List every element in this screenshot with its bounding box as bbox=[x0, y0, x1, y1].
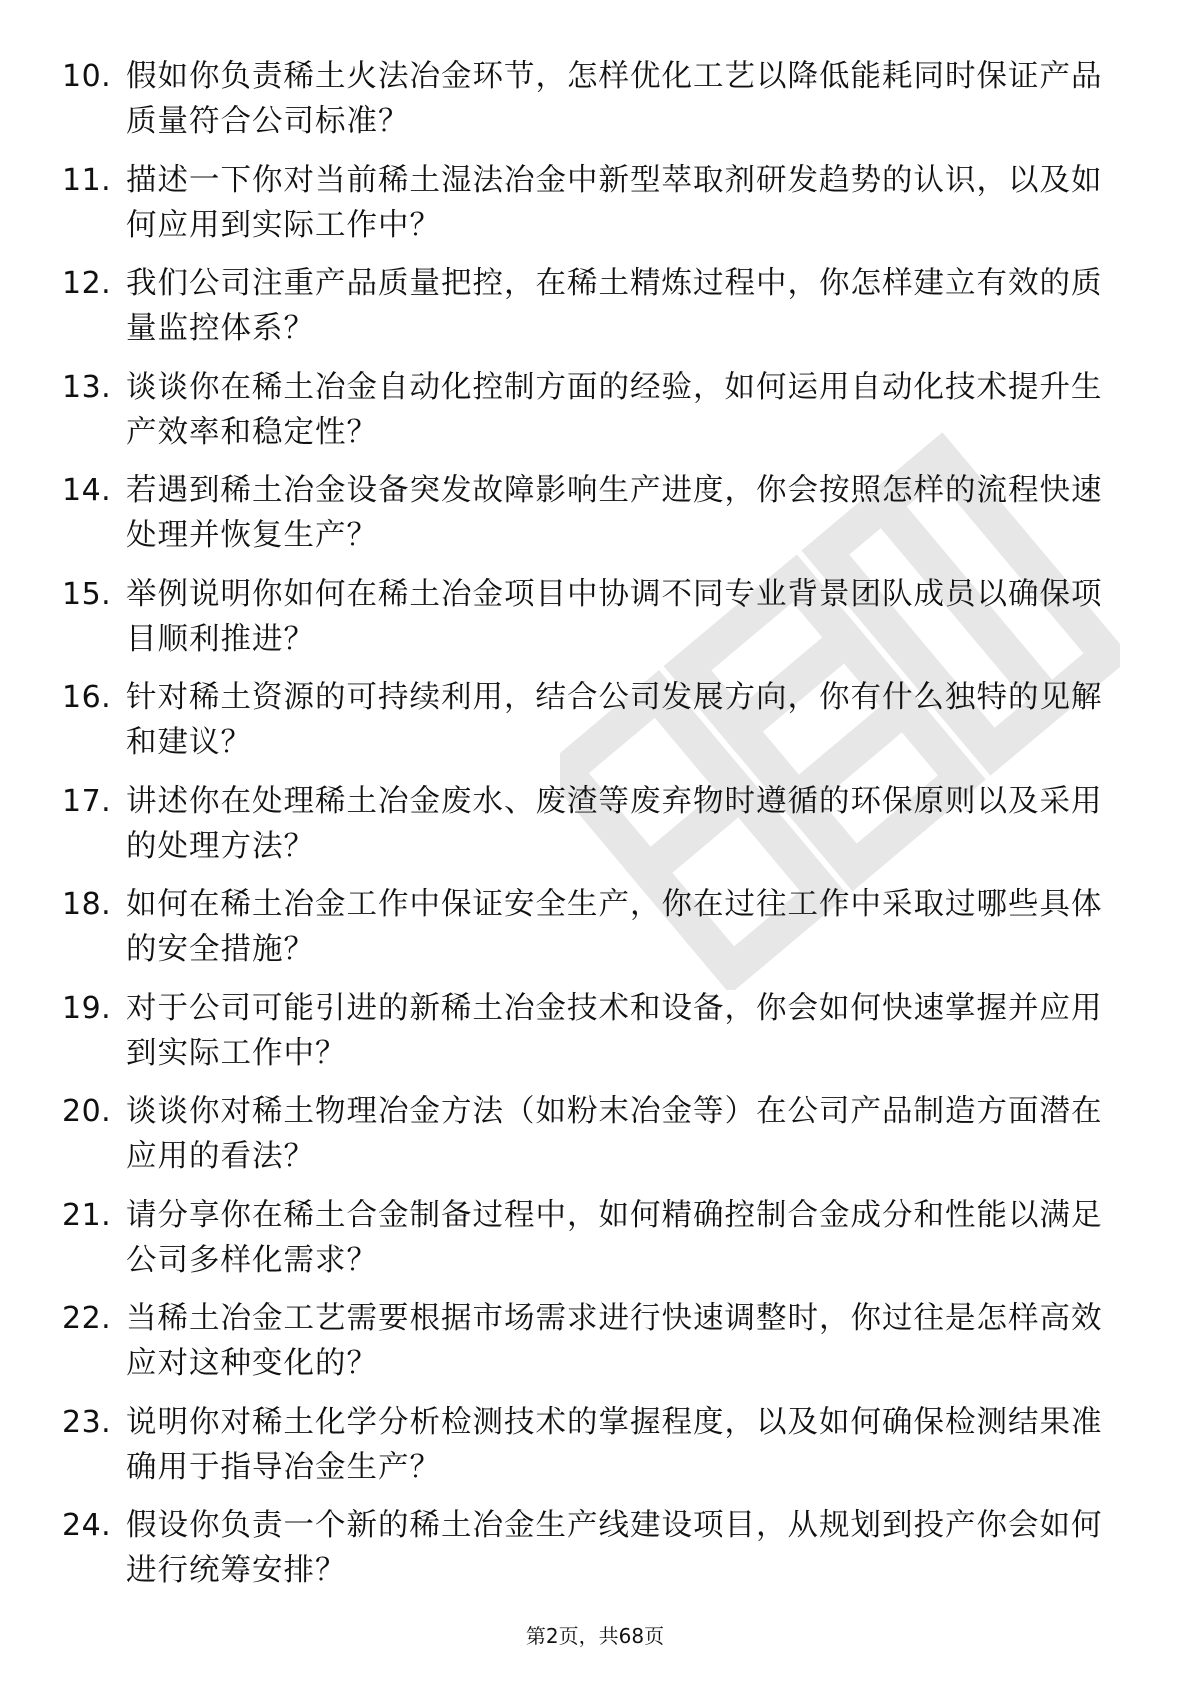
question-text: 如何在稀土冶金工作中保证安全生产，你在过往工作中采取过哪些具体的安全措施？ bbox=[126, 887, 1103, 967]
question-number: 23. bbox=[62, 1404, 112, 1440]
question-text: 假如你负责稀土火法冶金环节，怎样优化工艺以降低能耗同时保证产品质量符合公司标准？ bbox=[126, 59, 1103, 139]
question-text: 说明你对稀土化学分析检测技术的掌握程度，以及如何确保检测结果准确用于指导冶金生产？ bbox=[126, 1404, 1103, 1485]
question-item bbox=[62, 986, 1112, 1090]
question-item bbox=[62, 1400, 1112, 1504]
question-number: 12. bbox=[62, 266, 112, 301]
question-text: 谈谈你在稀土冶金自动化控制方面的经验，如何运用自动化技术提升生产效率和稳定性？ bbox=[126, 369, 1103, 450]
question-text: 若遇到稀土冶金设备突发故障影响生产进度，你会按照怎样的流程快速处理并恢复生产？ bbox=[126, 473, 1103, 553]
question-text: 请分享你在稀土合金制备过程中，如何精确控制合金成分和性能以满足公司多样化需求？ bbox=[126, 1197, 1103, 1278]
question-number: 13. bbox=[62, 369, 112, 405]
question-item bbox=[62, 365, 1112, 469]
question-number: 24. bbox=[62, 1508, 112, 1543]
question-number: 19. bbox=[62, 990, 112, 1026]
question-item bbox=[62, 572, 1112, 676]
question-number: 21. bbox=[62, 1197, 112, 1233]
question-item bbox=[62, 261, 1112, 365]
question-number: 18. bbox=[62, 887, 112, 922]
question-text: 我们公司注重产品质量把控，在稀土精炼过程中，你怎样建立有效的质量监控体系？ bbox=[126, 266, 1103, 346]
question-item bbox=[62, 882, 1112, 986]
page-indicator: 第2页，共68页 bbox=[525, 1624, 665, 1648]
page-footer bbox=[0, 1620, 1190, 1649]
question-number: 22. bbox=[62, 1301, 112, 1336]
question-item bbox=[62, 779, 1112, 883]
question-text: 描述一下你对当前稀土湿法冶金中新型萃取剂研发趋势的认识，以及如何应用到实际工作中？ bbox=[126, 162, 1103, 243]
question-text: 对于公司可能引进的新稀土冶金技术和设备，你会如何快速掌握并应用到实际工作中？ bbox=[126, 990, 1103, 1071]
question-text: 举例说明你如何在稀土冶金项目中协调不同专业背景团队成员以确保项目顺利推进？ bbox=[126, 576, 1103, 657]
question-item bbox=[62, 675, 1112, 779]
question-item bbox=[62, 54, 1112, 158]
question-number: 20. bbox=[62, 1094, 112, 1129]
question-number: 14. bbox=[62, 473, 112, 508]
question-number: 10. bbox=[62, 59, 112, 94]
question-number: 11. bbox=[62, 162, 112, 198]
question-text: 当稀土冶金工艺需要根据市场需求进行快速调整时，你过往是怎样高效应对这种变化的？ bbox=[126, 1301, 1103, 1381]
question-item bbox=[62, 1089, 1112, 1193]
question-item bbox=[62, 1193, 1112, 1297]
question-number: 16. bbox=[62, 680, 112, 715]
question-item bbox=[62, 1296, 1112, 1400]
question-text: 假设你负责一个新的稀土冶金生产线建设项目，从规划到投产你会如何进行统筹安排？ bbox=[126, 1508, 1103, 1588]
question-item bbox=[62, 1503, 1112, 1607]
question-text: 针对稀土资源的可持续利用，结合公司发展方向，你有什么独特的见解和建议？ bbox=[126, 680, 1103, 760]
question-item bbox=[62, 158, 1112, 262]
question-number: 15. bbox=[62, 576, 112, 612]
question-item bbox=[62, 468, 1112, 572]
question-list bbox=[62, 54, 1112, 1607]
question-number: 17. bbox=[62, 783, 112, 819]
question-text: 讲述你在处理稀土冶金废水、废渣等废弃物时遵循的环保原则以及采用的处理方法？ bbox=[126, 783, 1103, 864]
question-text: 谈谈你对稀土物理冶金方法（如粉末冶金等）在公司产品制造方面潜在应用的看法？ bbox=[126, 1094, 1103, 1174]
